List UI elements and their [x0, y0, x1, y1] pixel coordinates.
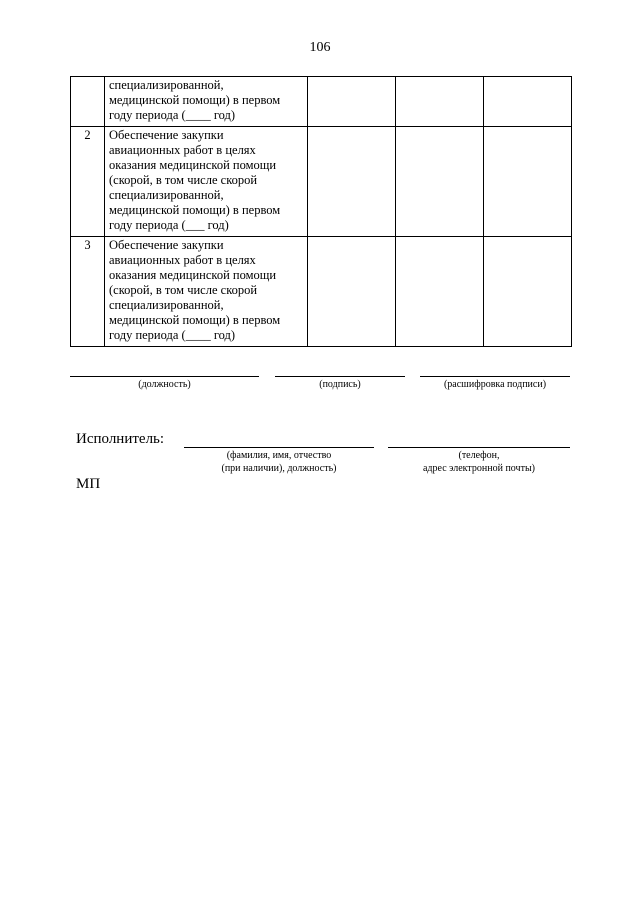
- executor-name-caption: (фамилия, имя, отчество (при наличии), должность): [221, 450, 337, 474]
- page-number: 106: [309, 40, 331, 55]
- decoding-caption: (расшифровка подписи): [443, 379, 547, 390]
- empty-cell: [484, 237, 572, 347]
- data-table: [70, 76, 572, 347]
- row-number: 2: [71, 127, 105, 237]
- empty-cell: [308, 127, 396, 237]
- table-row: [71, 237, 572, 347]
- empty-cell: [396, 237, 484, 347]
- row-description: Обеспечение закупки авиационных работ в целях оказания медицинской помощи (скорой, в том числе скорой специализированной, медицинской помощи) в первом году периода (___ год): [105, 127, 308, 237]
- executor-contact-caption: (телефон, адрес электронной почты): [422, 450, 535, 474]
- empty-cell: [308, 237, 396, 347]
- decoding-line: [420, 376, 570, 377]
- position-caption: (должность): [138, 379, 191, 390]
- row-number: 3: [71, 237, 105, 347]
- empty-cell: [484, 127, 572, 237]
- position-line: [70, 376, 259, 377]
- table-row: [71, 127, 572, 237]
- row-number: [71, 77, 105, 127]
- empty-cell: [484, 77, 572, 127]
- row-description: специализированной, медицинской помощи) в первом году периода (____ год): [105, 77, 308, 127]
- executor-name-line: [184, 447, 374, 448]
- signature-line: [275, 376, 405, 377]
- signature-caption: (подпись): [319, 379, 361, 390]
- executor-contact-line: [388, 447, 570, 448]
- empty-cell: [396, 127, 484, 237]
- row-description: Обеспечение закупки авиационных работ в целях оказания медицинской помощи (скорой, в том числе скорой специализированной, медицинской помощи) в первом году периода (____ год): [105, 237, 308, 347]
- stamp-label: МП: [76, 476, 101, 492]
- executor-label: Исполнитель:: [76, 431, 165, 447]
- table-row: [71, 77, 572, 127]
- empty-cell: [308, 77, 396, 127]
- empty-cell: [396, 77, 484, 127]
